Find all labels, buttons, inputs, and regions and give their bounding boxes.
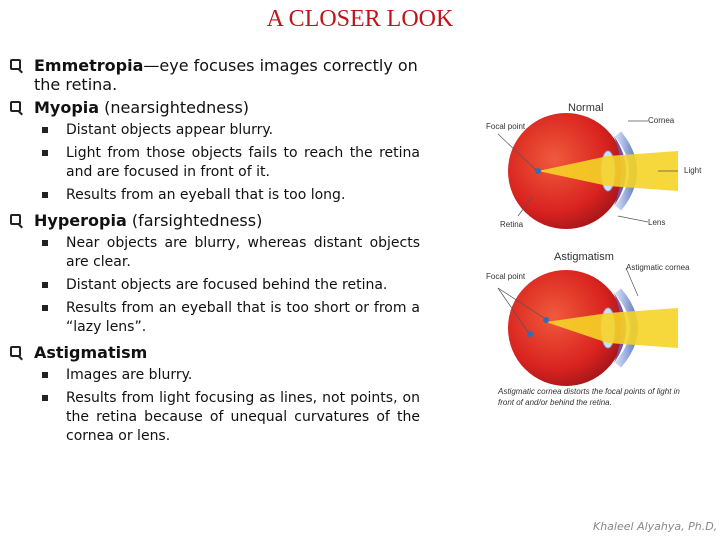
author-footer: Khaleel Alyahya, Ph.D, [593, 520, 718, 533]
square-bullet-icon [42, 240, 48, 246]
term-description: (farsightedness) [126, 211, 263, 230]
list-item: Results from light focusing as lines, not points, on the retina because of unequal curvatures of the cornea or lens. [40, 389, 420, 446]
lens-label: Lens [648, 218, 666, 227]
term-label: Astigmatism [34, 343, 148, 362]
term-label: Emmetropia [34, 56, 144, 75]
term-label: Hyperopia [34, 211, 127, 230]
retina-label: Retina [500, 220, 524, 229]
hyperopia-bullets [8, 234, 420, 337]
square-bullet-icon [42, 305, 48, 311]
checkbox-bullet-icon [10, 214, 21, 225]
focal-point-label: Focal point [486, 122, 526, 131]
astigmatism-eye-label: Astigmatism [554, 251, 614, 263]
list-item: Distant objects are focused behind the retina. [40, 276, 420, 295]
checkbox-bullet-icon [10, 346, 21, 357]
content-list [8, 56, 420, 452]
term-label: Myopia [34, 98, 100, 117]
slide-title: A CLOSER LOOK [266, 6, 454, 32]
checkbox-bullet-icon [10, 59, 21, 70]
list-item: Light from those objects fails to reach the retina and are focused in front of it. [40, 144, 420, 182]
cornea-label: Cornea [648, 116, 675, 125]
light-label: Light [684, 166, 702, 175]
focal-point-label-2: Focal point [486, 272, 526, 281]
normal-eye-label: Normal [568, 102, 604, 114]
square-bullet-icon [42, 395, 48, 401]
term-description: —eye focuses images correctly on the retina. [34, 56, 418, 94]
square-bullet-icon [42, 372, 48, 378]
item-astigmatism [8, 343, 420, 362]
astigmatism-eye [498, 268, 678, 386]
item-emmetropia [8, 56, 420, 94]
list-item: Results from an eyeball that is too long. [40, 186, 420, 205]
myopia-bullets [8, 121, 420, 205]
list-item: Results from an eyeball that is too short or from a “lazy lens”. [40, 299, 420, 337]
astigmatic-cornea-label: Astigmatic cornea [626, 263, 690, 272]
checkbox-bullet-icon [10, 101, 21, 112]
square-bullet-icon [42, 282, 48, 288]
list-item: Distant objects appear blurry. [40, 121, 420, 140]
eye-diagram-figure [478, 96, 700, 416]
list-item: Near objects are blurry, whereas distant objects are clear. [40, 234, 420, 272]
term-description: (nearsightedness) [99, 98, 250, 117]
figure-caption: Astigmatic cornea distorts the focal points of light in front of and/or behind the retina. [498, 387, 680, 407]
square-bullet-icon [42, 192, 48, 198]
item-hyperopia [8, 211, 420, 230]
item-myopia [8, 98, 420, 117]
list-item: Images are blurry. [40, 366, 420, 385]
astigmatism-bullets [8, 366, 420, 446]
square-bullet-icon [42, 127, 48, 133]
square-bullet-icon [42, 150, 48, 156]
